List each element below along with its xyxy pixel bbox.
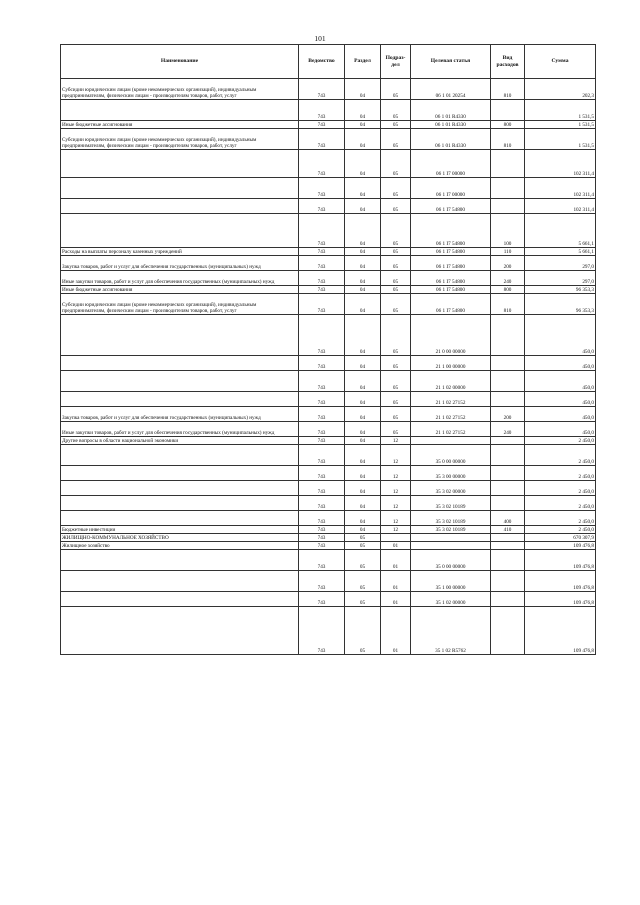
cell-exp-type: 100	[491, 214, 525, 248]
cell-article: 35 3 02 10189	[411, 496, 491, 511]
cell-name	[61, 214, 299, 248]
cell-dept: 743	[299, 256, 345, 271]
cell-exp-type	[491, 571, 525, 592]
cell-dept: 743	[299, 100, 345, 121]
table-row	[61, 371, 596, 392]
cell-name: Субсидии юридическим лицам (кроме некоммерческих организаций), индивидуальным предпринимателям, физическим лицам - производителям товаров, работ, услуг	[61, 79, 299, 100]
cell-subsection: 05	[381, 214, 411, 248]
cell-exp-type: 800	[491, 286, 525, 294]
cell-subsection: 05	[381, 294, 411, 315]
cell-section: 05	[345, 571, 381, 592]
cell-subsection: 01	[381, 571, 411, 592]
page-number: 101	[314, 34, 326, 43]
cell-section: 05	[345, 534, 381, 542]
table-row	[61, 178, 596, 199]
cell-section: 04	[345, 496, 381, 511]
cell-exp-type	[491, 437, 525, 445]
cell-exp-type	[491, 199, 525, 214]
cell-name: Жилищное хозяйство	[61, 542, 299, 550]
cell-article: 35 0 00 00000	[411, 550, 491, 571]
column-header-sum: Сумма	[525, 45, 596, 79]
table-row	[61, 256, 596, 271]
column-header-section: Раздел	[345, 45, 381, 79]
cell-sum: 96 353,3	[525, 286, 596, 294]
cell-section: 05	[345, 607, 381, 655]
cell-sum: 1 531,5	[525, 100, 596, 121]
cell-article: 21 1 02 27152	[411, 422, 491, 437]
cell-dept: 743	[299, 550, 345, 571]
cell-dept: 743	[299, 571, 345, 592]
cell-dept: 743	[299, 534, 345, 542]
cell-section: 04	[345, 356, 381, 371]
cell-name: Субсидии юридическим лицам (кроме некоммерческих организаций), индивидуальным предпринимателям, физическим лицам - производителям товаров, работ, услуг	[61, 129, 299, 150]
table-row	[61, 248, 596, 256]
cell-sum: 2 450,0	[525, 481, 596, 496]
cell-article: 35 3 02 00000	[411, 481, 491, 496]
cell-section: 04	[345, 511, 381, 526]
table-row	[61, 286, 596, 294]
cell-exp-type: 810	[491, 129, 525, 150]
cell-exp-type	[491, 607, 525, 655]
cell-sum: 450,0	[525, 392, 596, 407]
cell-name	[61, 392, 299, 407]
table-row	[61, 315, 596, 356]
cell-subsection: 05	[381, 256, 411, 271]
cell-sum: 297,0	[525, 271, 596, 286]
cell-dept: 743	[299, 214, 345, 248]
cell-name	[61, 496, 299, 511]
cell-exp-type	[491, 445, 525, 466]
table-row	[61, 79, 596, 100]
cell-sum: 109 476,8	[525, 592, 596, 607]
cell-exp-type: 200	[491, 256, 525, 271]
column-header-name: Наименование	[61, 45, 299, 79]
cell-dept: 743	[299, 356, 345, 371]
cell-article: 06 1 01 R4330	[411, 129, 491, 150]
cell-dept: 743	[299, 315, 345, 356]
cell-dept: 743	[299, 271, 345, 286]
cell-article: 35 3 02 10189	[411, 511, 491, 526]
cell-section: 05	[345, 592, 381, 607]
cell-exp-type: 810	[491, 294, 525, 315]
cell-exp-type	[491, 592, 525, 607]
cell-exp-type: 410	[491, 526, 525, 534]
cell-exp-type	[491, 392, 525, 407]
cell-subsection: 05	[381, 271, 411, 286]
cell-subsection	[381, 534, 411, 542]
cell-section: 05	[345, 542, 381, 550]
table-row	[61, 607, 596, 655]
cell-name: Иные бюджетные ассигнования	[61, 121, 299, 129]
cell-subsection: 05	[381, 199, 411, 214]
table-row	[61, 422, 596, 437]
table-row	[61, 592, 596, 607]
cell-subsection: 05	[381, 248, 411, 256]
cell-article: 06 1 01 R4330	[411, 121, 491, 129]
cell-article: 35 1 00 00000	[411, 571, 491, 592]
cell-section: 04	[345, 407, 381, 422]
cell-sum: 102 311,4	[525, 150, 596, 178]
cell-section: 04	[345, 371, 381, 392]
cell-section: 04	[345, 286, 381, 294]
cell-exp-type	[491, 356, 525, 371]
cell-name: ЖИЛИЩНО-КОММУНАЛЬНОЕ ХОЗЯЙСТВО	[61, 534, 299, 542]
cell-name	[61, 356, 299, 371]
cell-section: 04	[345, 199, 381, 214]
cell-name: Субсидии юридическим лицам (кроме некоммерческих организаций), индивидуальным предпринимателям, физическим лицам - производителям товаров, работ, услуг	[61, 294, 299, 315]
table-row	[61, 121, 596, 129]
cell-name	[61, 371, 299, 392]
table-row	[61, 271, 596, 286]
cell-subsection: 12	[381, 445, 411, 466]
cell-dept: 743	[299, 542, 345, 550]
cell-section: 04	[345, 437, 381, 445]
cell-article	[411, 542, 491, 550]
cell-exp-type	[491, 371, 525, 392]
cell-section: 04	[345, 526, 381, 534]
budget-table	[60, 44, 596, 655]
cell-section: 04	[345, 315, 381, 356]
table-row	[61, 534, 596, 542]
cell-article: 06 1 I7 54800	[411, 294, 491, 315]
cell-subsection: 05	[381, 121, 411, 129]
cell-name	[61, 315, 299, 356]
table-row	[61, 511, 596, 526]
table-row	[61, 550, 596, 571]
cell-subsection: 05	[381, 100, 411, 121]
cell-name	[61, 607, 299, 655]
cell-name	[61, 178, 299, 199]
cell-exp-type	[491, 481, 525, 496]
cell-name	[61, 100, 299, 121]
cell-article: 35 0 00 00000	[411, 445, 491, 466]
cell-dept: 743	[299, 511, 345, 526]
cell-sum: 102 311,4	[525, 178, 596, 199]
cell-article	[411, 437, 491, 445]
cell-article: 35 3 02 10189	[411, 526, 491, 534]
cell-dept: 743	[299, 129, 345, 150]
cell-section: 04	[345, 248, 381, 256]
table-row	[61, 129, 596, 150]
table-row	[61, 199, 596, 214]
cell-exp-type: 240	[491, 422, 525, 437]
cell-dept: 743	[299, 371, 345, 392]
cell-dept: 743	[299, 466, 345, 481]
cell-name	[61, 445, 299, 466]
cell-sum: 2 450,0	[525, 445, 596, 466]
cell-name	[61, 511, 299, 526]
cell-sum: 450,0	[525, 371, 596, 392]
cell-subsection: 12	[381, 526, 411, 534]
cell-name	[61, 199, 299, 214]
cell-section: 04	[345, 214, 381, 248]
cell-dept: 743	[299, 286, 345, 294]
cell-dept: 743	[299, 150, 345, 178]
table-row	[61, 392, 596, 407]
cell-article: 21 1 02 27152	[411, 392, 491, 407]
cell-exp-type	[491, 100, 525, 121]
table-row	[61, 214, 596, 248]
table-row	[61, 437, 596, 445]
table-row	[61, 150, 596, 178]
cell-section: 04	[345, 121, 381, 129]
cell-name	[61, 571, 299, 592]
cell-dept: 743	[299, 407, 345, 422]
cell-exp-type	[491, 550, 525, 571]
table-row	[61, 100, 596, 121]
table-row	[61, 571, 596, 592]
cell-sum: 1 531,5	[525, 121, 596, 129]
cell-sum: 5 661,1	[525, 248, 596, 256]
cell-section: 04	[345, 150, 381, 178]
cell-subsection: 05	[381, 422, 411, 437]
cell-name	[61, 481, 299, 496]
cell-dept: 743	[299, 445, 345, 466]
cell-name	[61, 150, 299, 178]
cell-subsection: 12	[381, 511, 411, 526]
cell-article: 06 1 I7 54800	[411, 286, 491, 294]
cell-dept: 743	[299, 526, 345, 534]
table-row	[61, 496, 596, 511]
cell-article: 06 1 I7 54800	[411, 248, 491, 256]
cell-dept: 743	[299, 248, 345, 256]
cell-exp-type: 240	[491, 271, 525, 286]
cell-dept: 743	[299, 422, 345, 437]
cell-exp-type	[491, 178, 525, 199]
cell-article: 21 1 02 27152	[411, 407, 491, 422]
cell-sum: 450,0	[525, 356, 596, 371]
cell-article: 21 1 02 00000	[411, 371, 491, 392]
cell-subsection: 12	[381, 481, 411, 496]
cell-subsection: 05	[381, 356, 411, 371]
cell-dept: 743	[299, 79, 345, 100]
cell-subsection: 12	[381, 437, 411, 445]
cell-name: Бюджетные инвестиции	[61, 526, 299, 534]
table-row	[61, 294, 596, 315]
cell-subsection: 05	[381, 286, 411, 294]
cell-subsection: 05	[381, 150, 411, 178]
cell-sum: 109 476,8	[525, 571, 596, 592]
cell-dept: 743	[299, 392, 345, 407]
table-row	[61, 481, 596, 496]
cell-article: 06 1 I7 54800	[411, 256, 491, 271]
table-row	[61, 466, 596, 481]
table-row	[61, 407, 596, 422]
cell-sum: 96 353,3	[525, 294, 596, 315]
table-row	[61, 526, 596, 534]
table-row	[61, 542, 596, 550]
cell-article: 35 3 00 00000	[411, 466, 491, 481]
cell-subsection: 12	[381, 496, 411, 511]
cell-sum: 109 476,8	[525, 607, 596, 655]
cell-sum: 2 450,0	[525, 496, 596, 511]
cell-subsection: 01	[381, 592, 411, 607]
cell-name: Закупка товаров, работ и услуг для обеспечения государственных (муниципальных) нужд	[61, 256, 299, 271]
cell-section: 05	[345, 550, 381, 571]
cell-subsection: 01	[381, 550, 411, 571]
column-header-article: Целевая статья	[411, 45, 491, 79]
cell-exp-type	[491, 542, 525, 550]
cell-dept: 743	[299, 178, 345, 199]
cell-sum: 450,0	[525, 407, 596, 422]
cell-sum: 102 311,4	[525, 199, 596, 214]
table-row	[61, 356, 596, 371]
cell-section: 04	[345, 466, 381, 481]
cell-name: Иные бюджетные ассигнования	[61, 286, 299, 294]
cell-name: Расходы на выплаты персоналу казенных учреждений	[61, 248, 299, 256]
cell-exp-type	[491, 150, 525, 178]
cell-subsection: 12	[381, 466, 411, 481]
cell-section: 04	[345, 294, 381, 315]
cell-subsection: 05	[381, 407, 411, 422]
cell-dept: 743	[299, 294, 345, 315]
cell-subsection: 05	[381, 129, 411, 150]
cell-article: 06 1 I7 00000	[411, 178, 491, 199]
cell-name	[61, 550, 299, 571]
cell-section: 04	[345, 481, 381, 496]
cell-subsection: 05	[381, 315, 411, 356]
cell-subsection: 05	[381, 392, 411, 407]
cell-sum: 2 450,0	[525, 526, 596, 534]
column-header-exp-type: Вид расходов	[491, 45, 525, 79]
cell-sum: 2 450,0	[525, 466, 596, 481]
cell-sum: 5 661,1	[525, 214, 596, 248]
table-row	[61, 445, 596, 466]
cell-exp-type	[491, 534, 525, 542]
cell-section: 04	[345, 422, 381, 437]
cell-exp-type: 800	[491, 121, 525, 129]
cell-exp-type	[491, 315, 525, 356]
cell-sum: 109 476,8	[525, 542, 596, 550]
cell-dept: 743	[299, 481, 345, 496]
cell-section: 04	[345, 79, 381, 100]
cell-subsection: 05	[381, 371, 411, 392]
cell-sum: 2 450,0	[525, 437, 596, 445]
cell-exp-type	[491, 496, 525, 511]
column-header-dept: Ведомство	[299, 45, 345, 79]
table-header-row	[61, 45, 596, 79]
cell-sum: 450,0	[525, 422, 596, 437]
cell-dept: 743	[299, 199, 345, 214]
cell-sum: 2 450,0	[525, 511, 596, 526]
cell-exp-type: 110	[491, 248, 525, 256]
cell-article: 21 1 00 00000	[411, 356, 491, 371]
cell-article: 21 0 00 00000	[411, 315, 491, 356]
cell-section: 04	[345, 392, 381, 407]
cell-article: 06 1 I7 54800	[411, 199, 491, 214]
cell-article: 06 1 01 R4330	[411, 100, 491, 121]
cell-exp-type: 400	[491, 511, 525, 526]
cell-article: 06 1 I7 54800	[411, 271, 491, 286]
cell-name	[61, 592, 299, 607]
cell-subsection: 05	[381, 178, 411, 199]
cell-article	[411, 534, 491, 542]
cell-section: 04	[345, 100, 381, 121]
cell-subsection: 05	[381, 79, 411, 100]
column-header-subsection: Подраз- дел	[381, 45, 411, 79]
cell-article: 35 1 02 00000	[411, 592, 491, 607]
cell-dept: 743	[299, 592, 345, 607]
cell-sum: 109 476,8	[525, 550, 596, 571]
cell-subsection: 01	[381, 542, 411, 550]
cell-exp-type: 200	[491, 407, 525, 422]
cell-dept: 743	[299, 121, 345, 129]
cell-dept: 743	[299, 607, 345, 655]
cell-article: 06 1 I7 54800	[411, 214, 491, 248]
cell-name: Иные закупки товаров, работ и услуг для обеспечения государственных (муниципальных) нужд	[61, 271, 299, 286]
cell-name: Закупка товаров, работ и услуг для обеспечения государственных (муниципальных) нужд	[61, 407, 299, 422]
cell-dept: 743	[299, 496, 345, 511]
cell-section: 04	[345, 445, 381, 466]
cell-article: 35 1 02 R5762	[411, 607, 491, 655]
cell-sum: 450,0	[525, 315, 596, 356]
cell-section: 04	[345, 256, 381, 271]
cell-exp-type: 810	[491, 79, 525, 100]
cell-subsection: 01	[381, 607, 411, 655]
cell-exp-type	[491, 466, 525, 481]
cell-sum: 1 531,5	[525, 129, 596, 150]
cell-section: 04	[345, 129, 381, 150]
cell-dept: 743	[299, 437, 345, 445]
cell-article: 06 1 I7 00000	[411, 150, 491, 178]
cell-section: 04	[345, 271, 381, 286]
cell-name: Другие вопросы в области национальной экономики	[61, 437, 299, 445]
cell-article: 06 1 01 20254	[411, 79, 491, 100]
cell-name: Иные закупки товаров, работ и услуг для обеспечения государственных (муниципальных) нужд	[61, 422, 299, 437]
cell-sum: 202,3	[525, 79, 596, 100]
cell-name	[61, 466, 299, 481]
cell-sum: 670 307,9	[525, 534, 596, 542]
cell-sum: 297,0	[525, 256, 596, 271]
cell-section: 04	[345, 178, 381, 199]
